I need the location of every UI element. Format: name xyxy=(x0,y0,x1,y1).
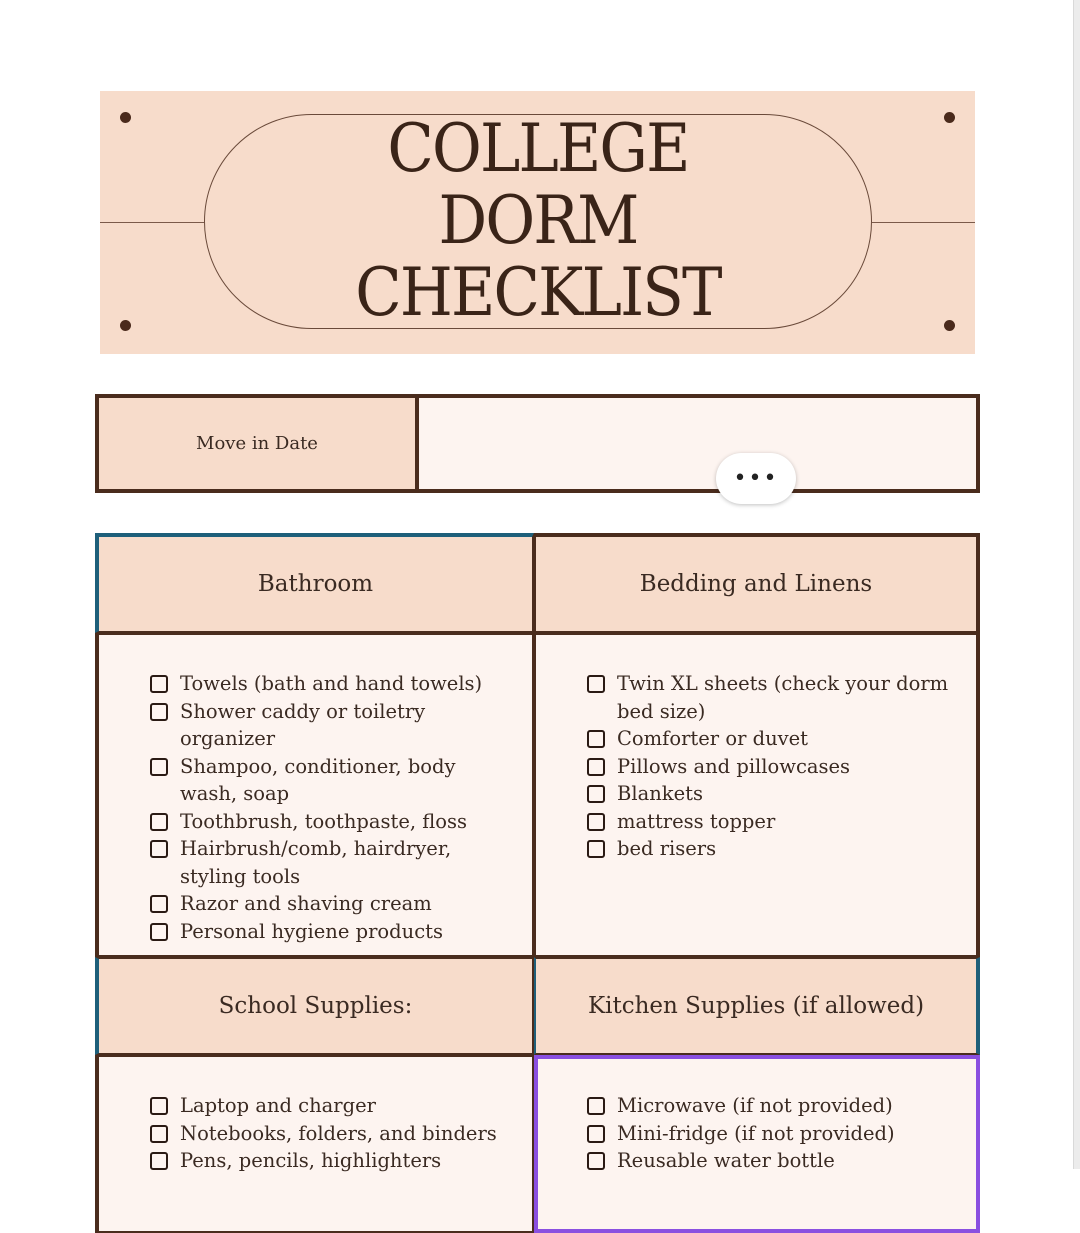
decor-dot xyxy=(120,320,131,331)
checklist-item-label: mattress topper xyxy=(617,809,776,833)
section-body-bedding[interactable] xyxy=(534,633,980,957)
checklist-item-label: Toothbrush, toothpaste, floss xyxy=(180,809,468,833)
checklist-bedding xyxy=(587,670,956,863)
section-header-bedding[interactable] xyxy=(534,533,980,633)
decor-line xyxy=(872,222,975,223)
checklist-item-label: Personal hygiene products xyxy=(180,919,443,943)
section-body-kitchen[interactable] xyxy=(534,1055,980,1233)
section-title: Kitchen Supplies (if allowed) xyxy=(587,993,925,1019)
title-line: COLLEGE xyxy=(387,110,689,187)
checklist-item-label: Microwave (if not provided) xyxy=(617,1094,893,1117)
checkbox[interactable] xyxy=(150,813,168,831)
checklist-item-label: Razor and shaving cream xyxy=(180,892,432,915)
checkbox[interactable] xyxy=(150,1125,168,1143)
checklist-item-label: Towels (bath and hand towels) xyxy=(180,672,483,695)
title-banner xyxy=(100,91,975,354)
move-in-label: Move in Date xyxy=(99,398,419,489)
checklist-school xyxy=(150,1092,512,1175)
checklist-item xyxy=(150,918,512,946)
decor-dot xyxy=(944,320,955,331)
checkbox[interactable] xyxy=(587,1152,605,1170)
checklist-table xyxy=(95,533,980,1233)
move-in-row xyxy=(95,394,980,493)
checklist-item xyxy=(587,1092,956,1120)
checklist-item-label: Shower caddy or toiletry organizer xyxy=(180,699,426,750)
decor-line xyxy=(100,222,204,223)
more-options-button[interactable]: ••• xyxy=(716,453,796,504)
checklist-item xyxy=(587,780,956,808)
checklist-item-label: Comforter or duvet xyxy=(617,727,809,750)
checklist-item-label: Hairbrush/comb, hairdryer, styling tools xyxy=(180,837,452,888)
checkbox[interactable] xyxy=(587,840,605,858)
checkbox[interactable] xyxy=(150,758,168,776)
checkbox[interactable] xyxy=(150,703,168,721)
section-title: School Supplies: xyxy=(218,993,413,1019)
title-line: CHECKLIST xyxy=(355,254,721,331)
checklist-item-label: Twin XL sheets (check your dorm bed size) xyxy=(617,672,949,723)
checkbox[interactable] xyxy=(150,895,168,913)
section-title: Bathroom xyxy=(257,571,374,597)
checkbox[interactable] xyxy=(150,1152,168,1170)
checklist-item-label: Shampoo, conditioner, body wash, soap xyxy=(180,754,456,805)
checklist-item xyxy=(150,670,512,698)
decor-dot xyxy=(944,112,955,123)
checkbox[interactable] xyxy=(587,1097,605,1115)
checklist-item xyxy=(587,670,956,725)
checkbox[interactable] xyxy=(587,813,605,831)
page-title xyxy=(231,110,846,331)
decor-dot xyxy=(120,112,131,123)
move-in-date-field[interactable] xyxy=(419,398,976,489)
checklist-item-label: Blankets xyxy=(617,782,703,805)
checklist-item-label: Laptop and charger xyxy=(180,1094,376,1117)
checklist-kitchen xyxy=(587,1092,956,1175)
checklist-item xyxy=(587,1120,956,1148)
checklist-item xyxy=(150,1092,512,1120)
section-body-school[interactable] xyxy=(95,1055,534,1233)
checklist-item xyxy=(150,890,512,918)
checklist-item-label: Reusable water bottle xyxy=(617,1149,835,1172)
section-body-bathroom[interactable] xyxy=(95,633,534,957)
checklist-item-label: Notebooks, folders, and binders xyxy=(180,1121,497,1145)
checklist-bathroom xyxy=(150,670,512,945)
checklist-item xyxy=(587,725,956,753)
checklist-item xyxy=(587,808,956,836)
checklist-item-label: Pillows and pillowcases xyxy=(617,754,851,778)
section-title: Bedding and Linens xyxy=(639,571,873,597)
checkbox[interactable] xyxy=(587,758,605,776)
checkbox[interactable] xyxy=(587,785,605,803)
section-header-school[interactable] xyxy=(95,957,534,1055)
checklist-item-label: bed risers xyxy=(617,837,717,860)
checkbox[interactable] xyxy=(587,675,605,693)
checklist-item xyxy=(150,1147,512,1175)
scrollbar-edge xyxy=(1073,0,1080,1169)
checkbox[interactable] xyxy=(150,840,168,858)
section-header-bathroom[interactable] xyxy=(95,533,534,633)
checklist-item xyxy=(587,1147,956,1175)
checklist-item xyxy=(150,753,512,808)
checkbox[interactable] xyxy=(150,923,168,941)
checklist-item-label: Pens, pencils, highlighters xyxy=(180,1149,442,1172)
checklist-item xyxy=(150,698,512,753)
checklist-item xyxy=(150,808,512,836)
checklist-item xyxy=(587,835,956,863)
checkbox[interactable] xyxy=(587,1125,605,1143)
checklist-item xyxy=(150,1120,512,1148)
checkbox[interactable] xyxy=(587,730,605,748)
checkbox[interactable] xyxy=(150,1097,168,1115)
title-line: DORM xyxy=(438,182,638,259)
section-header-kitchen[interactable] xyxy=(534,957,980,1055)
checklist-item xyxy=(587,753,956,781)
checklist-item xyxy=(150,835,512,890)
checklist-item-label: Mini-fridge (if not provided) xyxy=(617,1121,895,1145)
checkbox[interactable] xyxy=(150,675,168,693)
